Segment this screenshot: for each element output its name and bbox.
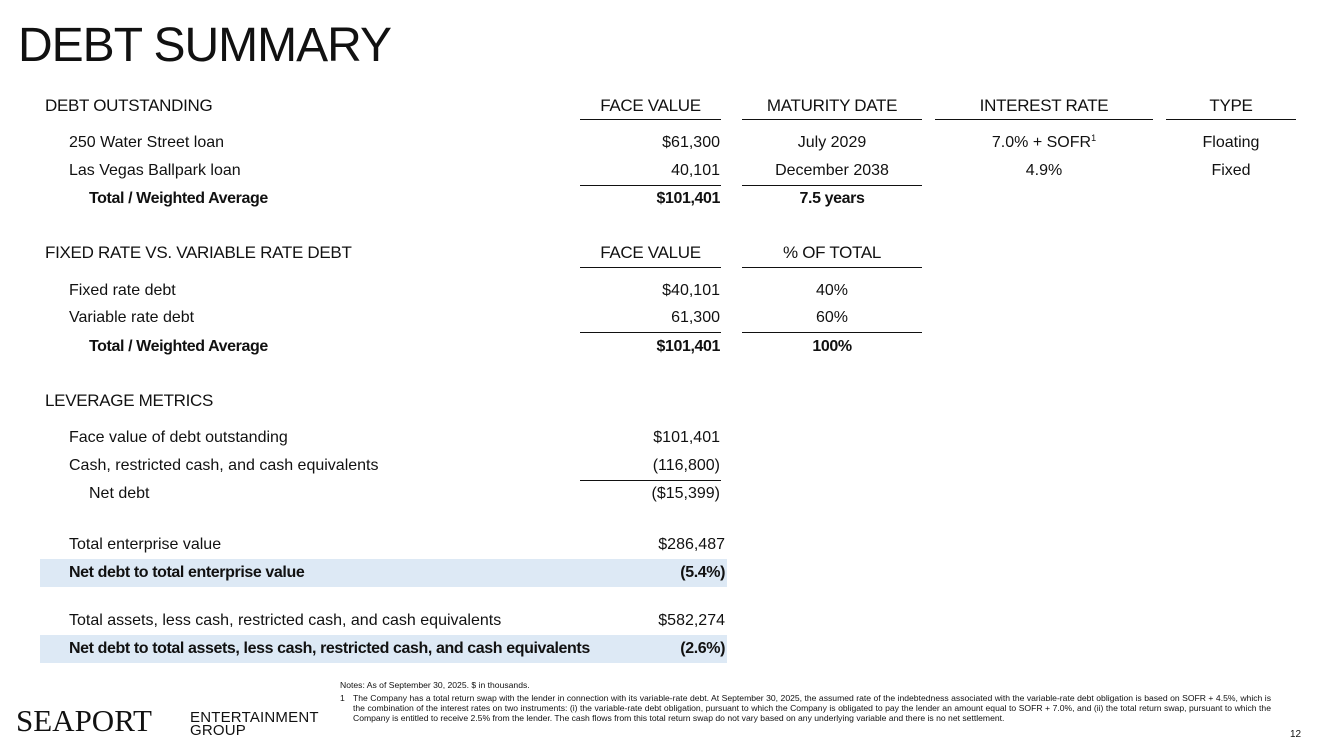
total-rule — [742, 332, 922, 333]
interest-rate-value: 7.0% + SOFR — [991, 134, 1092, 151]
face-value-cell: $61,300 — [662, 134, 720, 151]
value-cell: $101,401 — [653, 429, 720, 446]
page-number: 12 — [1290, 729, 1302, 740]
interest-rate-cell — [935, 134, 1153, 152]
total-face-value: $101,401 — [656, 190, 720, 207]
row-label: Net debt to total assets, less cash, restricted cash, and cash equivalents — [69, 640, 590, 657]
header-rule — [742, 119, 922, 120]
total-label: Total / Weighted Average — [89, 338, 268, 355]
pct-cell: 60% — [815, 309, 849, 326]
col-header-face-value: FACE VALUE — [600, 243, 701, 262]
face-value-cell: 61,300 — [671, 309, 720, 326]
type-cell: Floating — [1202, 134, 1260, 151]
logo-wordmark: SEAPORT — [16, 703, 152, 738]
row-label: Cash, restricted cash, and cash equivalents — [69, 457, 379, 474]
value-cell: (5.4%) — [680, 564, 725, 581]
header-rule — [742, 267, 922, 268]
footnote-text: The Company has a total return swap with the lender in connection with its variable-rate debt. At September 30, 2025, the assumed rate of the indebtedness associated with the variable-rate debt obligation is based on SOFR + 4.5%, which is the combination of the interest rates on two instruments: (i) the variable-rate debt obligation, pursuant to which the Company is obligated to pay the lender an amount equal to SOFR + 7.0%, and (ii) the total return swap, pursuant to which the Company is entitled to receive 2.5% from the lender. The cash flows from this total return swap do not vary based on any underlying variable and there is no net settlement. — [353, 693, 1271, 723]
footnote-marker: 1 — [340, 693, 345, 703]
row-label: Net debt — [89, 485, 150, 502]
col-header-pct-of-total: % OF TOTAL — [782, 243, 882, 262]
value-cell: ($15,399) — [651, 485, 720, 502]
col-header-maturity-date: MATURITY DATE — [766, 96, 898, 115]
value-cell: $582,274 — [658, 612, 725, 629]
maturity-cell: December 2038 — [775, 162, 889, 179]
value-cell: (116,800) — [652, 457, 720, 474]
section-heading-leverage: LEVERAGE METRICS — [45, 391, 214, 410]
section-heading-fixed-vs-variable: FIXED RATE VS. VARIABLE RATE DEBT — [45, 243, 352, 262]
col-header-face-value: FACE VALUE — [600, 96, 701, 115]
total-rule — [580, 332, 721, 333]
header-rule — [580, 119, 721, 120]
row-label: Las Vegas Ballpark loan — [69, 162, 241, 179]
row-label: Total enterprise value — [69, 536, 222, 553]
total-rule — [742, 185, 922, 186]
page-title: DEBT SUMMARY — [18, 19, 391, 72]
type-cell: Fixed — [1211, 162, 1251, 179]
header-rule — [1166, 119, 1296, 120]
header-rule — [580, 267, 721, 268]
value-cell: $286,487 — [658, 536, 725, 553]
total-pct: 100% — [812, 338, 852, 355]
section-heading-debt-outstanding: DEBT OUTSTANDING — [45, 96, 213, 115]
row-label: Fixed rate debt — [69, 282, 176, 299]
header-rule — [935, 119, 1153, 120]
row-label: Total assets, less cash, restricted cash, and cash equivalents — [69, 612, 502, 629]
col-header-type: TYPE — [1209, 96, 1253, 115]
total-rule — [580, 185, 721, 186]
face-value-cell: $40,101 — [662, 282, 720, 299]
subtotal-rule — [580, 480, 721, 481]
notes-header: Notes: As of September 30, 2025. $ in thousands. — [340, 680, 530, 690]
interest-rate-cell: 4.9% — [1025, 162, 1063, 179]
total-face-value: $101,401 — [656, 338, 720, 355]
value-cell: (2.6%) — [680, 640, 725, 657]
pct-cell: 40% — [815, 282, 849, 299]
logo-subtitle-line2: GROUP — [190, 722, 247, 739]
total-label: Total / Weighted Average — [89, 190, 268, 207]
logo-subtitle-line1: ENTERTAINMENT — [190, 709, 319, 726]
row-label: Net debt to total enterprise value — [69, 564, 305, 581]
row-label: Face value of debt outstanding — [69, 429, 288, 446]
row-label: 250 Water Street loan — [69, 134, 225, 151]
total-maturity: 7.5 years — [799, 190, 865, 207]
row-label: Variable rate debt — [69, 309, 195, 326]
col-header-interest-rate: INTEREST RATE — [979, 96, 1109, 115]
maturity-cell: July 2029 — [797, 134, 867, 151]
footnote-ref: 1 — [1091, 133, 1097, 143]
face-value-cell: 40,101 — [671, 162, 720, 179]
